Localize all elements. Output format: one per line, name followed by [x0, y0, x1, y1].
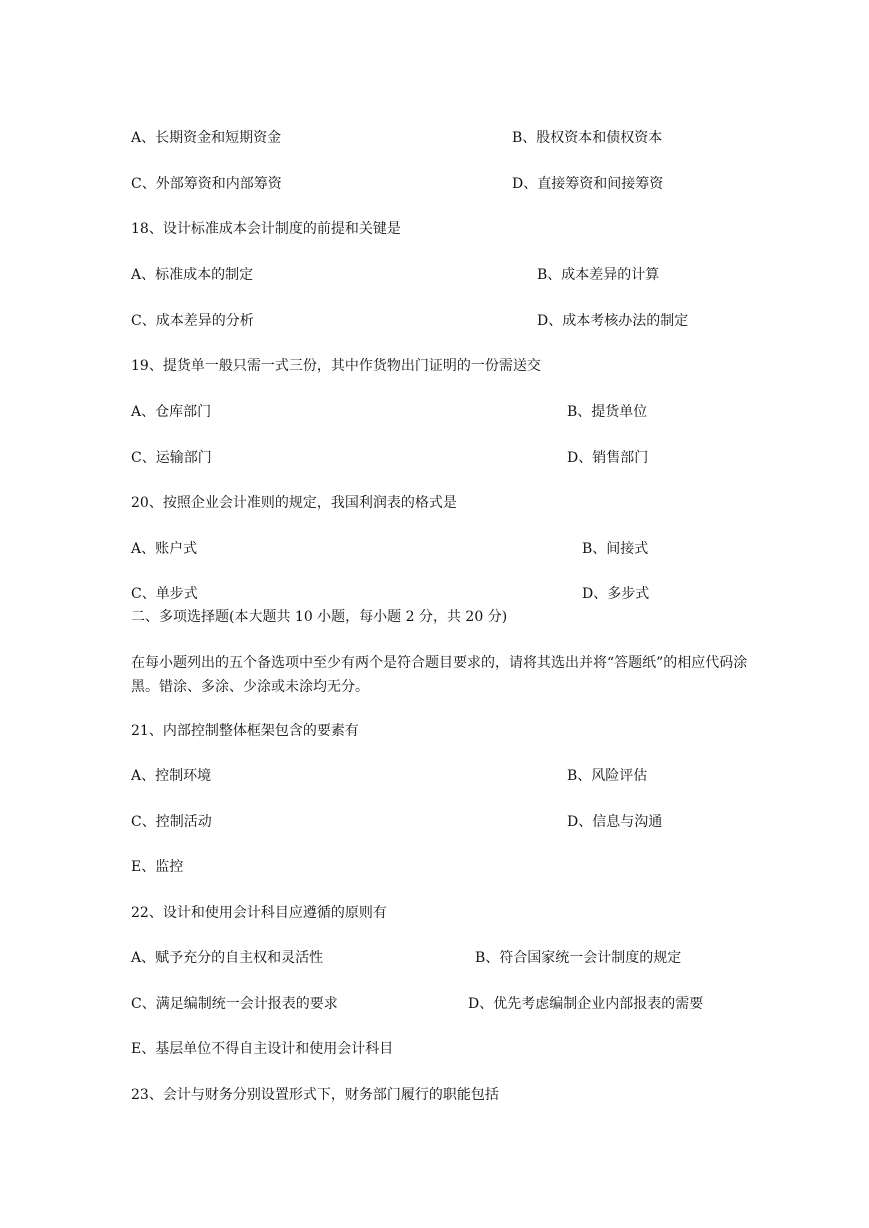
section-instructions: 在每小题列出的五个备选项中至少有两个是符合题目要求的，请将其选出并将“答题纸”的相应代码涂黑。错涂、多涂、少涂或未涂均无分。 [131, 655, 748, 695]
q17-option-b: B、股权资本和债权资本 [512, 130, 663, 146]
q21-option-a: A、控制环境 [131, 768, 212, 784]
q20-option-c: C、单步式 [131, 586, 198, 602]
q17-option-d: D、直接筹资和间接筹资 [512, 176, 664, 192]
q20-option-d: D、多步式 [582, 586, 650, 602]
q22-option-e: E、基层单位不得自主设计和使用会计科目 [131, 1041, 394, 1057]
q19-option-c: C、运输部门 [131, 450, 212, 466]
q20-option-a: A、账户式 [131, 541, 198, 557]
q20-option-b: B、间接式 [582, 541, 649, 557]
q22-option-a: A、赋予充分的自主权和灵活性 [131, 950, 324, 966]
q21-option-b: B、风险评估 [567, 768, 648, 784]
q19-stem: 19、提货单一般只需一式三份，其中作货物出门证明的一份需送交 [131, 358, 541, 374]
q17-option-a: A、长期资金和短期资金 [131, 130, 282, 146]
q19-option-a: A、仓库部门 [131, 404, 212, 420]
q18-option-d: D、成本考核办法的制定 [537, 313, 689, 329]
q19-option-b: B、提货单位 [567, 404, 648, 420]
q17-option-c: C、外部筹资和内部筹资 [131, 176, 282, 192]
q21-option-c: C、控制活动 [131, 814, 212, 830]
q18-stem: 18、设计标准成本会计制度的前提和关键是 [131, 221, 401, 237]
q20-stem: 20、按照企业会计准则的规定，我国利润表的格式是 [131, 495, 457, 511]
q23-stem: 23、会计与财务分别设置形式下，财务部门履行的职能包括 [131, 1087, 499, 1103]
q22-option-d: D、优先考虑编制企业内部报表的需要 [468, 996, 704, 1012]
q19-option-d: D、销售部门 [567, 450, 649, 466]
section-title: 二、多项选择题(本大题共 10 小题，每小题 2 分，共 20 分) [131, 609, 508, 625]
q22-option-c: C、满足编制统一会计报表的要求 [131, 996, 338, 1012]
q22-stem: 22、设计和使用会计科目应遵循的原则有 [131, 905, 387, 921]
q18-option-c: C、成本差异的分析 [131, 313, 254, 329]
q21-option-d: D、信息与沟通 [567, 814, 663, 830]
q18-option-b: B、成本差异的计算 [537, 267, 660, 283]
q22-option-b: B、符合国家统一会计制度的规定 [475, 950, 682, 966]
q21-stem: 21、内部控制整体框架包含的要素有 [131, 723, 359, 739]
q21-option-e: E、监控 [131, 859, 184, 875]
q18-option-a: A、标准成本的制定 [131, 267, 254, 283]
